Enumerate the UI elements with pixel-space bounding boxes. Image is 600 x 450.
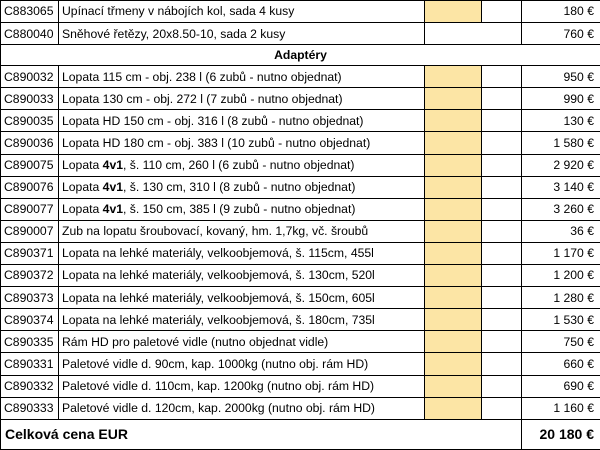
spacer-cell bbox=[482, 397, 522, 419]
description-text: Lopata bbox=[62, 180, 103, 194]
description-text: Rám HD pro paletové vidle (nutno objednat vidle) bbox=[62, 335, 328, 349]
item-description bbox=[59, 220, 425, 242]
item-code: C890076 bbox=[1, 176, 59, 198]
description-text: Lopata bbox=[62, 158, 103, 172]
spacer-cell bbox=[482, 331, 522, 353]
item-description: Upínací třmeny v nábojích kol, sada 4 kusy bbox=[59, 1, 425, 23]
spacer-cell bbox=[482, 375, 522, 397]
item-code: C890374 bbox=[1, 309, 59, 331]
item-description bbox=[59, 110, 425, 132]
item-price: 1 200 € bbox=[522, 265, 600, 287]
item-price: 660 € bbox=[522, 353, 600, 375]
table-row bbox=[1, 287, 600, 309]
item-description bbox=[59, 375, 425, 397]
spacer-cell bbox=[482, 242, 522, 264]
item-code: C890032 bbox=[1, 66, 59, 88]
spacer-cell bbox=[482, 23, 522, 45]
total-row bbox=[1, 419, 600, 449]
quantity-cell[interactable] bbox=[425, 154, 482, 176]
item-code: C883065 bbox=[1, 1, 59, 23]
description-text: Lopata HD 150 cm - obj. 316 l (8 zubů - nutno objednat) bbox=[62, 114, 364, 128]
table-row bbox=[1, 397, 600, 419]
item-code: C880040 bbox=[1, 23, 59, 45]
item-code: C890036 bbox=[1, 132, 59, 154]
table-row bbox=[1, 132, 600, 154]
table-row bbox=[1, 154, 600, 176]
quantity-cell[interactable] bbox=[425, 176, 482, 198]
description-text: , š. 130 cm, 310 l (8 zubů - nutno objednat) bbox=[123, 180, 355, 194]
quantity-cell[interactable] bbox=[425, 110, 482, 132]
item-price: 990 € bbox=[522, 88, 600, 110]
quantity-cell[interactable] bbox=[425, 242, 482, 264]
description-text: Lopata na lehké materiály, velkoobjemová, š. 180cm, 735l bbox=[62, 313, 375, 327]
item-price: 2 920 € bbox=[522, 154, 600, 176]
item-code: C890335 bbox=[1, 331, 59, 353]
quantity-cell[interactable] bbox=[425, 220, 482, 242]
quantity-cell[interactable] bbox=[425, 265, 482, 287]
spacer-cell bbox=[482, 419, 522, 449]
total-label: Celková cena EUR bbox=[1, 419, 482, 449]
item-description bbox=[59, 309, 425, 331]
description-text: , š. 150 cm, 385 l (9 zubů - nutno objednat) bbox=[123, 202, 355, 216]
model-variant: 4v1 bbox=[103, 180, 123, 194]
item-description bbox=[59, 353, 425, 375]
table-row bbox=[1, 353, 600, 375]
table-row bbox=[1, 110, 600, 132]
table-row bbox=[1, 66, 600, 88]
item-code: C890007 bbox=[1, 220, 59, 242]
spacer-cell bbox=[482, 88, 522, 110]
total-value: 20 180 € bbox=[522, 419, 600, 449]
quantity-cell[interactable] bbox=[425, 132, 482, 154]
item-description bbox=[59, 132, 425, 154]
quantity-cell[interactable] bbox=[425, 88, 482, 110]
item-price: 3 260 € bbox=[522, 198, 600, 220]
item-price: 130 € bbox=[522, 110, 600, 132]
item-code: C890372 bbox=[1, 265, 59, 287]
description-text: Lopata HD 180 cm - obj. 383 l (10 zubů - nutno objednat) bbox=[62, 136, 370, 150]
item-description bbox=[59, 88, 425, 110]
spacer-cell bbox=[482, 265, 522, 287]
item-code: C890077 bbox=[1, 198, 59, 220]
table-row bbox=[1, 1, 600, 23]
section-heading: Adaptéry bbox=[1, 45, 600, 66]
item-price: 750 € bbox=[522, 331, 600, 353]
item-price: 3 140 € bbox=[522, 176, 600, 198]
table-row bbox=[1, 23, 600, 45]
description-text: Paletové vidle d. 90cm, kap. 1000kg (nutno obj. rám HD) bbox=[62, 357, 368, 371]
description-text: Paletové vidle d. 110cm, kap. 1200kg (nutno obj. rám HD) bbox=[62, 379, 374, 393]
item-price: 950 € bbox=[522, 66, 600, 88]
table-row bbox=[1, 375, 600, 397]
table-row bbox=[1, 331, 600, 353]
spacer-cell bbox=[482, 176, 522, 198]
item-description bbox=[59, 397, 425, 419]
spacer-cell bbox=[482, 110, 522, 132]
table-row bbox=[1, 88, 600, 110]
section-heading-row bbox=[1, 45, 600, 66]
spacer-cell bbox=[482, 132, 522, 154]
description-text: Lopata 130 cm - obj. 272 l (7 zubů - nutno objednat) bbox=[62, 92, 343, 106]
description-text: Lopata 115 cm - obj. 238 l (6 zubů - nutno objednat) bbox=[62, 70, 342, 84]
item-description bbox=[59, 265, 425, 287]
item-price: 36 € bbox=[522, 220, 600, 242]
item-price: 180 € bbox=[522, 1, 600, 23]
item-price: 1 170 € bbox=[522, 242, 600, 264]
item-code: C890373 bbox=[1, 287, 59, 309]
description-text: , š. 110 cm, 260 l (6 zubů - nutno objednat) bbox=[123, 158, 354, 172]
quantity-cell[interactable] bbox=[425, 375, 482, 397]
item-price: 1 280 € bbox=[522, 287, 600, 309]
item-description bbox=[59, 331, 425, 353]
item-description bbox=[59, 287, 425, 309]
item-description bbox=[59, 154, 425, 176]
item-price: 1 530 € bbox=[522, 309, 600, 331]
model-variant: 4v1 bbox=[103, 202, 123, 216]
quantity-cell[interactable] bbox=[425, 287, 482, 309]
item-price: 1 160 € bbox=[522, 397, 600, 419]
table-row bbox=[1, 265, 600, 287]
item-price: 1 580 € bbox=[522, 132, 600, 154]
item-code: C890075 bbox=[1, 154, 59, 176]
description-text: Lopata na lehké materiály, velkoobjemová, š. 150cm, 605l bbox=[62, 291, 375, 305]
model-variant: 4v1 bbox=[103, 158, 123, 172]
spacer-cell bbox=[482, 353, 522, 375]
quantity-cell[interactable] bbox=[425, 66, 482, 88]
spacer-cell bbox=[482, 309, 522, 331]
table-row bbox=[1, 309, 600, 331]
spacer-cell bbox=[482, 220, 522, 242]
item-description: Sněhové řetězy, 20x8.50-10, sada 2 kusy bbox=[59, 23, 425, 45]
item-code: C890331 bbox=[1, 353, 59, 375]
spacer-cell bbox=[482, 1, 522, 23]
item-description bbox=[59, 66, 425, 88]
spacer-cell bbox=[482, 66, 522, 88]
item-price: 760 € bbox=[522, 23, 600, 45]
spacer-cell bbox=[482, 154, 522, 176]
quantity-cell[interactable] bbox=[425, 1, 482, 23]
description-text: Zub na lopatu šroubovací, kovaný, hm. 1,7kg, vč. šroubů bbox=[62, 224, 368, 238]
spacer-cell bbox=[482, 198, 522, 220]
item-description bbox=[59, 198, 425, 220]
description-text: Lopata na lehké materiály, velkoobjemová, š. 130cm, 520l bbox=[62, 268, 375, 282]
quantity-cell[interactable] bbox=[425, 198, 482, 220]
item-code: C890371 bbox=[1, 242, 59, 264]
spacer-cell bbox=[425, 23, 482, 45]
item-price: 690 € bbox=[522, 375, 600, 397]
description-text: Paletové vidle d. 120cm, kap. 2000kg (nutno obj. rám HD) bbox=[62, 401, 375, 415]
item-code: C890333 bbox=[1, 397, 59, 419]
description-text: Lopata na lehké materiály, velkoobjemová, š. 115cm, 455l bbox=[62, 246, 374, 260]
quantity-cell[interactable] bbox=[425, 397, 482, 419]
item-code: C890035 bbox=[1, 110, 59, 132]
spacer-cell bbox=[482, 287, 522, 309]
table-row bbox=[1, 198, 600, 220]
item-description bbox=[59, 242, 425, 264]
price-table-body bbox=[1, 1, 600, 450]
item-code: C890033 bbox=[1, 88, 59, 110]
description-text: Lopata bbox=[62, 202, 103, 216]
quantity-cell[interactable] bbox=[425, 309, 482, 331]
item-code: C890332 bbox=[1, 375, 59, 397]
table-row bbox=[1, 220, 600, 242]
quantity-cell[interactable] bbox=[425, 331, 482, 353]
quantity-cell[interactable] bbox=[425, 353, 482, 375]
item-description bbox=[59, 176, 425, 198]
table-row bbox=[1, 242, 600, 264]
table-row bbox=[1, 176, 600, 198]
